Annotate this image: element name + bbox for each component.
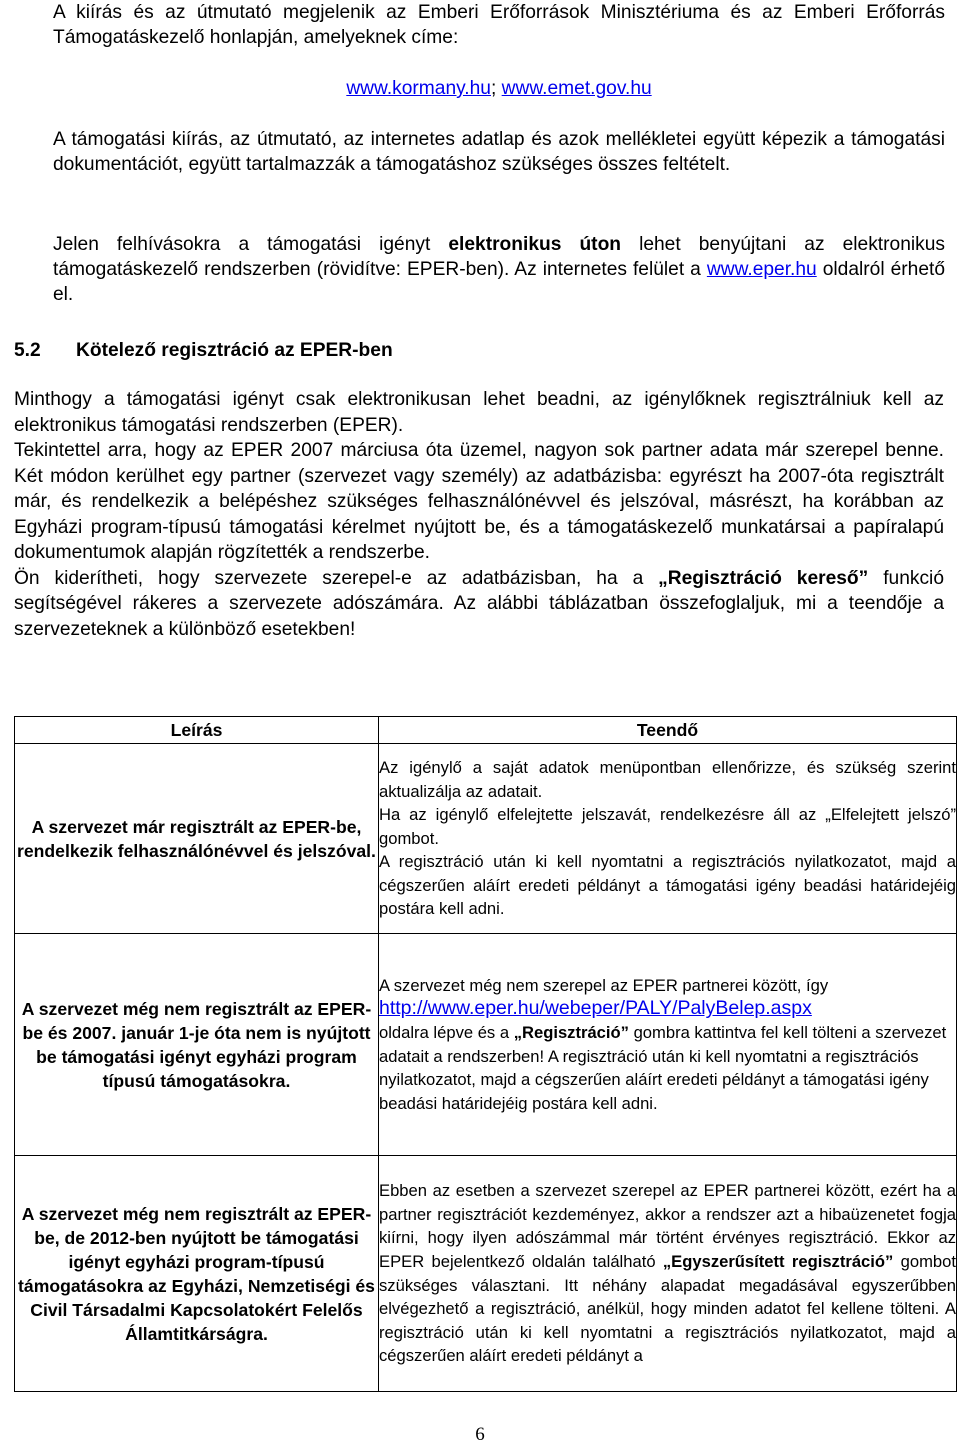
header-description: Leírás: [15, 717, 379, 744]
page-number: 6: [475, 1424, 485, 1445]
section-number: 5.2: [14, 340, 41, 361]
row-3-todo: [379, 1156, 957, 1392]
electronic-text-after: lehet benyújtani az elektronikus támogatáskezelő rendszerben (rövidítve: EPER-ben). Az internetes felület a: [53, 234, 945, 280]
row-2-description: A szervezet még nem regisztrált az EPER-be és 2007. január 1-je óta nem is nyújtott be támogatási igényt egyházi program típusú támogatásokra.: [15, 934, 379, 1156]
row-2-todo-after: gombra kattintva fel kell tölteni a szervezet adatait a rendszerben! A regisztráció után ki kell nyomtatni a regisztrációs nyilatkozatot, majd a cégszerűen aláírt eredeti példányt a támogatási igény beadási határidejéig postára kell adni.: [379, 1022, 947, 1113]
electronic-text-end: oldalról érhető el.: [53, 259, 945, 305]
row-3-todo-before: Ebben az esetben a szervezet szerepel az EPER partnerei között, ezért ha a partner regisztrációt kezdeményez, akkor a rendszer azt a hibaüzenetet fogja kiírni, hogy ilyen adószámmal már történt érvényes regisztráció. Ekkor az EPER bejelentkező oldalán található: [379, 1181, 956, 1271]
header-todo: Teendő: [379, 717, 957, 744]
documentation-paragraph: A támogatási kiírás, az útmutató, az internetes adatlap és azok mellékletei együtt képezik a támogatási dokumentációt, együtt tartalmazzák a támogatáshoz szükséges összes feltételt.: [53, 129, 945, 175]
body-p3-after: funkció segítségével rákeres a szervezete adószámára. Az alábbi táblázatban összefoglaljuk, mi a teendője a szervezeteknek a különböző esetekben!: [14, 567, 944, 640]
row-2-todo: [379, 934, 957, 1156]
electronic-paragraph: [53, 232, 945, 307]
table-row: [15, 934, 957, 1156]
row-3-todo-after: gombot szükséges választani. Itt néhány alapadat megadásával egyszerűbben elvégezhető a regisztráció, anélkül, hogy minden adatot fel kellene tölteni. A regisztráció után ki kell nyomtatni a regisztrációs nyilatkozatot, majd a cégszerűen aláírt eredeti példányt a: [379, 1251, 956, 1366]
body-paragraph-2: Tekintettel arra, hogy az EPER 2007 márciusa óta üzemel, nagyon sok partner adata már szerepel benne. Két módon kerülhet egy partner (szervezet vagy személy) az adatbázisba: egyrészt ha 2007-óta regisztrált már, és rendelkezik a belépéshez szükséges felhasználónévvel és jelszóval, másrészt, ha korábban az Egyházi program-típusú támogatási kérelmet nyújtott be, és a támogatáskezelő munkatársai a papíralapú dokumentumok alapján rögzítették a rendszerbe.: [14, 440, 944, 563]
website-links: [53, 76, 945, 101]
table-row: [15, 744, 957, 934]
electronic-bold: elektronikus úton: [448, 234, 622, 255]
row-2-todo-mid: oldalra lépve és a: [379, 1022, 514, 1042]
registration-search-bold: „Regisztráció kereső”: [658, 567, 869, 589]
intro-text: A kiírás és az útmutató megjelenik az Emberi Erőforrások Minisztériuma és az Emberi Erőforrás Támogatáskezelő honlapján, amelyeknek címe:: [53, 2, 945, 48]
section-title: Kötelező regisztráció az EPER-ben: [76, 340, 393, 361]
link-separator: ;: [490, 78, 502, 99]
row-2-todo-rest: [379, 1021, 956, 1115]
row-1-todo-1: Az igénylő a saját adatok menüpontban ellenőrizze, és szükség szerint aktualizálja az adatait.: [379, 757, 956, 801]
section-heading: [14, 338, 393, 363]
row-1-todo-2: Ha az igénylő elfelejtette jelszavát, rendelkezésre áll az „Elfelejtett jelszó” gombot.: [379, 805, 956, 848]
row-1-description: A szervezet már regisztrált az EPER-be, rendelkezik felhasználónévvel és jelszóval.: [15, 744, 379, 934]
row-2-todo-intro: A szervezet még nem szerepel az EPER partnerei között, így: [379, 975, 829, 995]
row-3-description: A szervezet még nem regisztrált az EPER-be, de 2012-ben nyújtott be támogatási igényt egyházi program-típusú támogatásokra az Egyházi, Nemzetiségi és Civil Társadalmi Kapcsolatokért Felelős Államtitkárságra.: [15, 1156, 379, 1392]
body-p3-before: Ön kiderítheti, hogy szervezete szerepel-e az adatbázisban, ha a: [14, 567, 659, 589]
emet-link[interactable]: www.emet.gov.hu: [501, 78, 652, 99]
electronic-text-before: Jelen felhívásokra a támogatási igényt: [53, 234, 449, 255]
body-text: [14, 387, 944, 642]
intro-paragraph: [53, 0, 945, 50]
kormany-link[interactable]: www.kormany.hu: [346, 78, 491, 99]
eper-link[interactable]: www.eper.hu: [706, 259, 817, 280]
palybelep-link[interactable]: http://www.eper.hu/webeper/PALY/PalyBelep.aspx: [379, 997, 812, 1020]
row-1-todo: [379, 744, 957, 934]
registration-button-bold: „Regisztráció”: [513, 1022, 629, 1042]
simplified-registration-bold: „Egyszerűsített regisztráció”: [662, 1251, 894, 1271]
body-paragraph-3: [14, 566, 944, 643]
registration-table: [14, 716, 957, 1392]
body-paragraph-1: Minthogy a támogatási igényt csak elektronikusan lehet beadni, az igénylőknek regisztrálniuk kell az elektronikus támogatási rendszerben (EPER).: [14, 389, 944, 436]
table-row: [15, 1156, 957, 1392]
table-header-row: [15, 717, 957, 744]
row-1-todo-3: A regisztráció után ki kell nyomtatni a regisztrációs nyilatkozatot, majd a cégszerűen aláírt eredeti példányt a támogatási igény beadási határidejéig postára kell adni.: [379, 852, 956, 919]
row-3-todo-text: [379, 1179, 956, 1368]
